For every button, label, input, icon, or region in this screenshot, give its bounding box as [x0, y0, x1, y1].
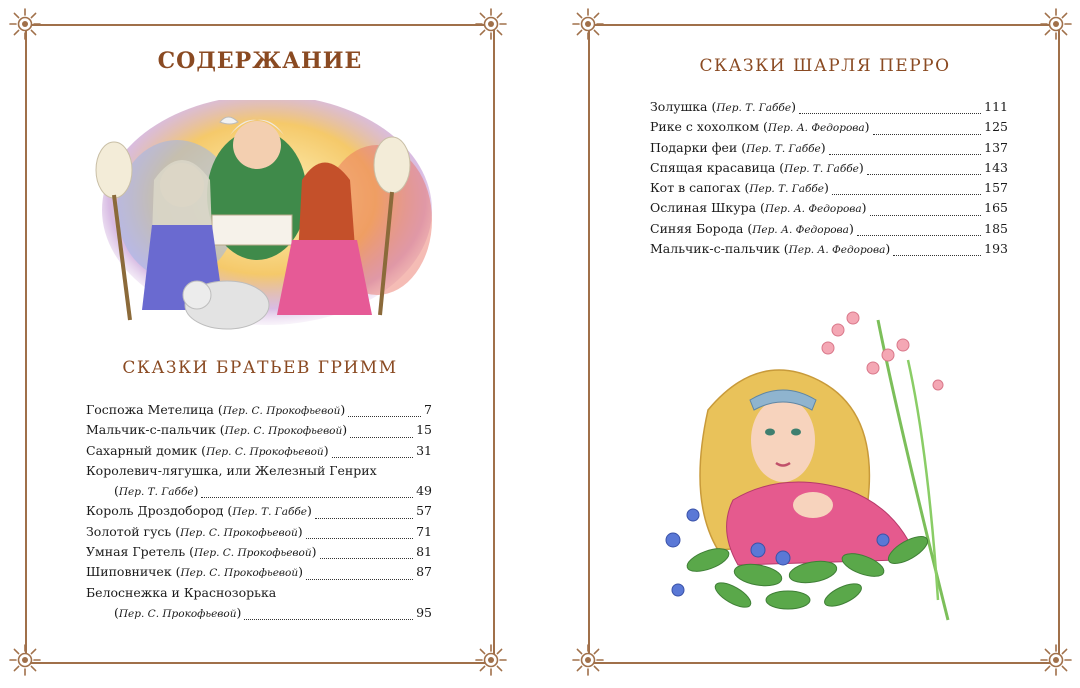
toc-translator: Пер. А. Федорова — [752, 223, 849, 236]
sun-ornament-icon — [8, 7, 42, 41]
toc-leader-dots — [870, 215, 982, 216]
toc-entry — [86, 463, 432, 483]
sun-ornament-icon — [1039, 7, 1073, 41]
sun-ornament-icon — [571, 643, 605, 677]
toc-translator: Пер. Т. Габбе — [784, 162, 859, 175]
toc-page-number: 49 — [416, 483, 432, 499]
toc-leader-dots — [201, 497, 413, 498]
toc-page-number: 71 — [416, 523, 432, 539]
toc-entry: Король Дроздобород ( Пер. Т. Габбе ) 57 — [86, 503, 432, 519]
toc-page-number: 81 — [416, 544, 432, 560]
toc-entry-title: Ослиная Шкура — [650, 200, 757, 216]
toc-leader-dots — [873, 134, 982, 135]
toc-entry-title: Умная Гретель — [86, 544, 186, 560]
toc-entry-title: Сахарный домик — [86, 442, 198, 458]
toc-leader-dots — [306, 538, 413, 539]
toc-entry: Мальчик-с-пальчик ( Пер. С. Прокофьевой ) 15 — [86, 422, 432, 438]
toc-entry-title: Королевич-лягушка, или Железный Генрих — [86, 462, 377, 478]
fairy-tale-illustration — [92, 100, 432, 340]
toc-leader-dots — [306, 579, 413, 580]
toc-translator: Пер. С. Прокофьевой — [206, 445, 324, 458]
grimm-section-title: СКАЗКИ БРАТЬЕВ ГРИММ — [122, 358, 398, 378]
toc-page-number: 87 — [416, 564, 432, 580]
toc-page-number: 31 — [416, 442, 432, 458]
toc-leader-dots — [320, 558, 414, 559]
toc-translator: Пер. Т. Габбе — [118, 486, 194, 499]
toc-entry: Синяя Борода ( Пер. А. Федорова ) 185 — [650, 220, 1008, 236]
toc-entry-continuation: ( Пер. Т. Габбе ) 49 — [114, 483, 432, 499]
toc-entry-title: Мальчик-с-пальчик — [650, 241, 780, 257]
toc-translator: Пер. С. Прокофьевой — [180, 526, 298, 539]
toc-entry-title: Кот в сапогах — [650, 180, 741, 196]
toc-entry: Спящая красавица ( Пер. Т. Габбе ) 143 — [650, 159, 1008, 175]
toc-entry-title: Шиповничек — [86, 564, 172, 580]
toc-entry-title: Золушка — [650, 99, 708, 114]
toc-page-number: 125 — [984, 119, 1008, 135]
toc-entry — [86, 585, 432, 605]
perrault-section-title: СКАЗКИ ШАРЛЯ ПЕРРО — [699, 56, 951, 76]
sun-ornament-icon — [571, 7, 605, 41]
toc-page-number: 111 — [984, 99, 1008, 114]
toc-translator: Пер. С. Прокофьевой — [222, 405, 341, 417]
toc-page-number: 193 — [984, 241, 1008, 257]
toc-entry: Мальчик-с-пальчик ( Пер. А. Федорова ) 193 — [650, 241, 1008, 257]
toc-entry-continuation: ( Пер. С. Прокофьевой ) 95 — [114, 604, 432, 620]
contents-title: СОДЕРЖАНИЕ — [157, 48, 363, 74]
toc-translator: Пер. С. Прокофьевой — [224, 425, 343, 438]
sun-ornament-icon — [474, 7, 508, 41]
toc-entry: Госпожа Метелица ( Пер. С. Прокофьевой ) 7 — [86, 402, 432, 417]
toc-entry-title: Золотой гусь — [86, 523, 172, 539]
toc-leader-dots — [348, 416, 421, 417]
toc-translator: Пер. Т. Габбе — [749, 183, 825, 196]
toc-leader-dots — [857, 235, 981, 236]
toc-leader-dots — [350, 437, 413, 438]
toc-leader-dots — [332, 457, 414, 458]
toc-translator: Пер. С. Прокофьевой — [180, 567, 299, 580]
toc-entry-title: Белоснежка и Краснозорька — [86, 584, 277, 600]
toc-translator: Пер. Т. Габбе — [746, 142, 821, 155]
sun-ornament-icon — [474, 643, 508, 677]
toc-translator: Пер. С. Прокофьевой — [118, 607, 237, 620]
toc-entry: Золушка ( Пер. Т. Габбе ) 111 — [650, 99, 1008, 114]
toc-entry-title: Синяя Борода — [650, 220, 744, 236]
perrault-toc-list — [650, 99, 1008, 261]
toc-entry: Подарки феи ( Пер. Т. Габбе ) 137 — [650, 139, 1008, 155]
toc-page-number: 7 — [424, 402, 432, 417]
toc-page-number: 157 — [984, 180, 1008, 196]
toc-entry-title: Госпожа Метелица — [86, 402, 214, 417]
toc-entry: Ослиная Шкура ( Пер. А. Федорова ) 165 — [650, 200, 1008, 216]
toc-translator: Пер. Т. Габбе — [716, 102, 792, 114]
toc-entry-title: Спящая красавица — [650, 159, 776, 175]
toc-entry: Умная Гретель ( Пер. С. Прокофьевой ) 81 — [86, 544, 432, 560]
toc-page-number: 185 — [984, 220, 1008, 236]
toc-page-number: 95 — [416, 604, 432, 620]
sun-ornament-icon — [1039, 643, 1073, 677]
toc-page-number: 137 — [984, 139, 1008, 155]
toc-translator: Пер. А. Федорова — [767, 122, 865, 135]
toc-leader-dots — [829, 154, 981, 155]
toc-entry-title: Мальчик-с-пальчик — [86, 422, 216, 438]
toc-entry: Сахарный домик ( Пер. С. Прокофьевой ) 31 — [86, 442, 432, 458]
toc-leader-dots — [893, 255, 981, 256]
grimm-toc-list — [86, 402, 432, 625]
toc-entry: Кот в сапогах ( Пер. Т. Габбе ) 157 — [650, 180, 1008, 196]
toc-entry: Золотой гусь ( Пер. С. Прокофьевой ) 71 — [86, 523, 432, 539]
toc-page-number: 143 — [984, 159, 1008, 175]
sun-ornament-icon — [8, 643, 42, 677]
toc-translator: Пер. А. Федорова — [764, 203, 862, 216]
toc-translator: Пер. А. Федорова — [788, 244, 886, 257]
toc-entry: Шиповничек ( Пер. С. Прокофьевой ) 87 — [86, 564, 432, 580]
toc-leader-dots — [799, 113, 981, 114]
toc-entry: Рике с хохолком ( Пер. А. Федорова ) 125 — [650, 119, 1008, 135]
toc-page-number: 165 — [984, 200, 1008, 216]
toc-translator: Пер. С. Прокофьевой — [194, 547, 312, 560]
toc-page-number: 15 — [416, 422, 432, 438]
toc-page-number: 57 — [416, 503, 432, 519]
toc-entry-title: Король Дроздобород — [86, 503, 224, 519]
toc-entry-title: Подарки феи — [650, 139, 738, 155]
toc-leader-dots — [315, 518, 413, 519]
toc-translator: Пер. Т. Габбе — [232, 506, 308, 519]
princess-illustration — [648, 300, 988, 630]
toc-leader-dots — [244, 619, 413, 620]
toc-entry-title: Рике с хохолком — [650, 119, 760, 135]
toc-leader-dots — [832, 194, 981, 195]
toc-leader-dots — [867, 174, 981, 175]
